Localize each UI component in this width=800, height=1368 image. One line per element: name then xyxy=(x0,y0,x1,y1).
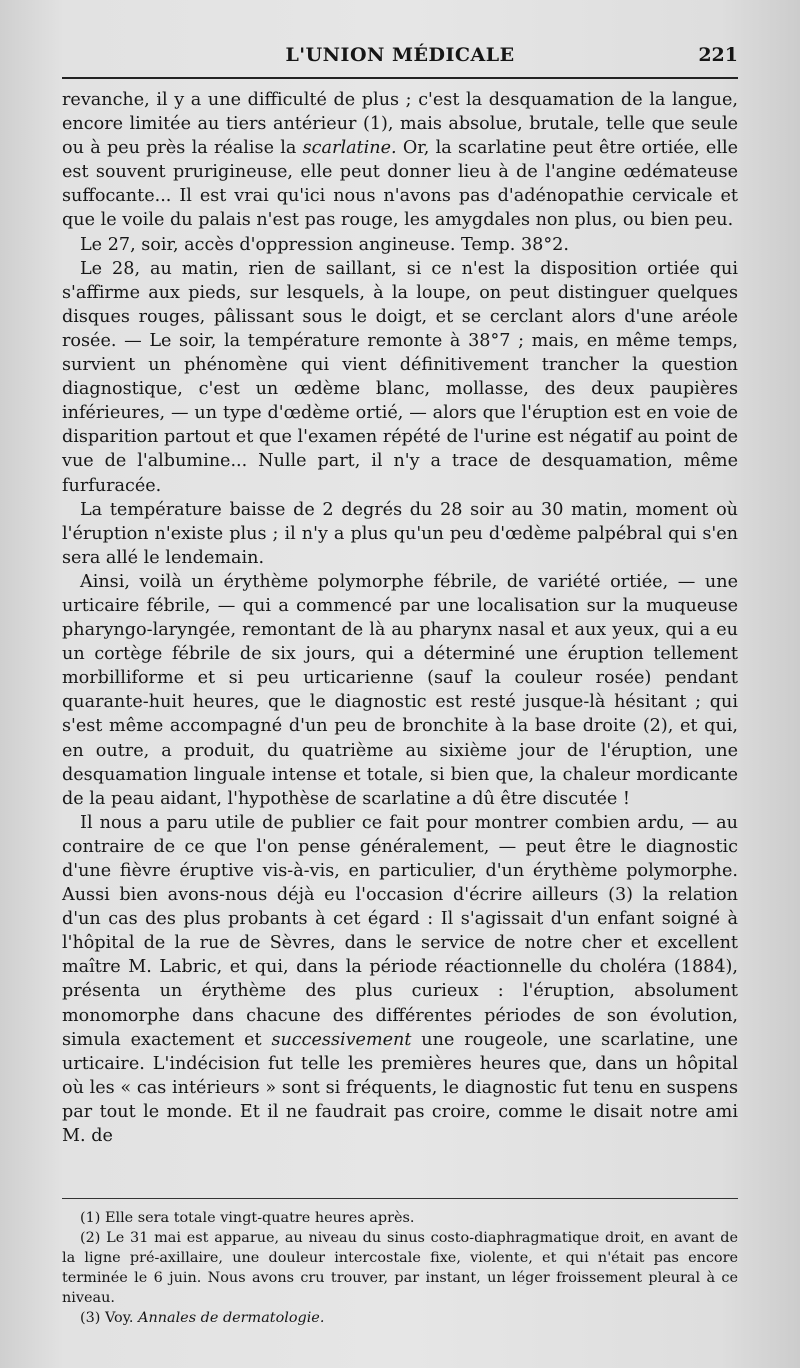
italic-term-successivement: successivement xyxy=(271,1029,412,1050)
footnote-2: (2) Le 31 mai est apparue, au niveau du sinus costo-diaphragmatique droit, en avant de la ligne pré-axillaire, une douleur intercostale fixe, violente, et qui n'était pas encore terminée le 6 juin. Nous avons cru trouver, par instant, un léger froissement pleural à ce niveau. xyxy=(62,1230,738,1306)
running-title: L'UNION MÉDICALE xyxy=(285,44,515,66)
footnote-rule xyxy=(62,1198,738,1199)
page-number: 221 xyxy=(698,44,738,66)
paragraph-4: La température baisse de 2 degrés du 28 soir au 30 matin, moment où l'éruption n'existe plus ; il n'y a plus qu'un peu d'œdème palpébral qui s'en sera allé le lendemain. xyxy=(62,499,738,568)
paragraph-3: Le 28, au matin, rien de saillant, si ce n'est la disposition ortiée qui s'affirme aux pieds, sur lesquels, à la loupe, on peut distinguer quelques disques rouges, pâlissant sous le doigt, et se cerclant alors d'une aréole rosée. — Le soir, la température remonte à 38°7 ; mais, en même temps, survient un phénomène qui vient définitivement trancher la question diagnostique, c'est un œdème blanc, mollasse, des deux paupières inférieures, — un type d'œdème ortié, — alors que l'éruption est en voie de disparition partout et que l'examen répété de l'urine est négatif au point de vue de l'albumine... Nulle part, il n'y a trace de desquamation, même furfuracée. xyxy=(62,258,738,496)
italic-term-scarlatine: scarlatine. xyxy=(302,138,397,159)
page-header xyxy=(62,44,738,74)
journal-title: Annales de dermatologie. xyxy=(138,1310,325,1326)
header-rule xyxy=(62,77,738,79)
footnote-3: (3) Voy. Annales de dermatologie. xyxy=(80,1310,325,1326)
footnotes xyxy=(62,1208,738,1328)
main-text xyxy=(62,88,738,1148)
paragraph-2: Le 27, soir, accès d'oppression angineuse. Temp. 38°2. xyxy=(80,234,569,255)
paragraph-6: Il nous a paru utile de publier ce fait pour montrer combien ardu, — au contraire de ce que l'on pense généralement, — peut être le diagnostic d'une fièvre éruptive vis-à-vis, en particulier, d'un érythème polymorphe. Aussi bien avons-nous déjà eu l'occasion d'écrire ailleurs (3) la relation d'un cas des plus probants à cet égard : Il s'agissait d'un enfant soigné à l'hôpital de la rue de Sèvres, dans le service de notre cher et excellent maître M. Labric, et qui, dans la période réactionnelle du choléra (1884), présenta un érythème des plus curieux : l'éruption, absolument monomorphe dans chacune des différentes périodes de son évolution, simula exactement et successivement une rougeole, une scarlatine, une urticaire. L'indécision fut telle les premières heures que, dans un hôpital où les « cas intérieurs » sont si fréquents, le diagnostic fut tenu en suspens par tout le monde. Et il ne faudrait pas croire, comme le disait notre ami M. de xyxy=(62,812,739,1147)
paragraph-5: Ainsi, voilà un érythème polymorphe fébrile, de variété ortiée, — une urticaire fébrile, — qui a commencé par une localisation sur la muqueuse pharyngo-laryngée, remontant de là au pharynx nasal et aux yeux, qui a eu un cortège fébrile de six jours, qui a déterminé une éruption tellement morbilliforme et si peu urticarienne (sauf la couleur rosée) pendant quarante-huit heures, que le diagnostic est resté jusque-là hésitant ; qui s'est même accompagné d'un peu de bronchite à la base droite (2), et qui, en outre, a produit, du quatrième au sixième jour de l'éruption, une desquamation linguale intense et totale, si bien que, la chaleur mordicante de la peau aidant, l'hypothèse de scarlatine a dû être discutée ! xyxy=(62,571,738,809)
paragraph-1: revanche, il y a une difficulté de plus ; c'est la desquamation de la langue, encore limitée au tiers antérieur (1), mais absolue, brutale, telle que seule ou à peu près la réalise la scarlatine. Or, la scarlatine peut être ortiée, elle est souvent prurigineuse, elle peut donner lieu à de l'angine œdémateuse suffocante... Il est vrai qu'ici nous n'avons pas d'adénopathie cervicale et que le voile du palais n'est pas rouge, les amygdales non plus, ou bien peu. xyxy=(62,90,738,231)
footnote-1: (1) Elle sera totale vingt-quatre heures après. xyxy=(80,1210,415,1226)
